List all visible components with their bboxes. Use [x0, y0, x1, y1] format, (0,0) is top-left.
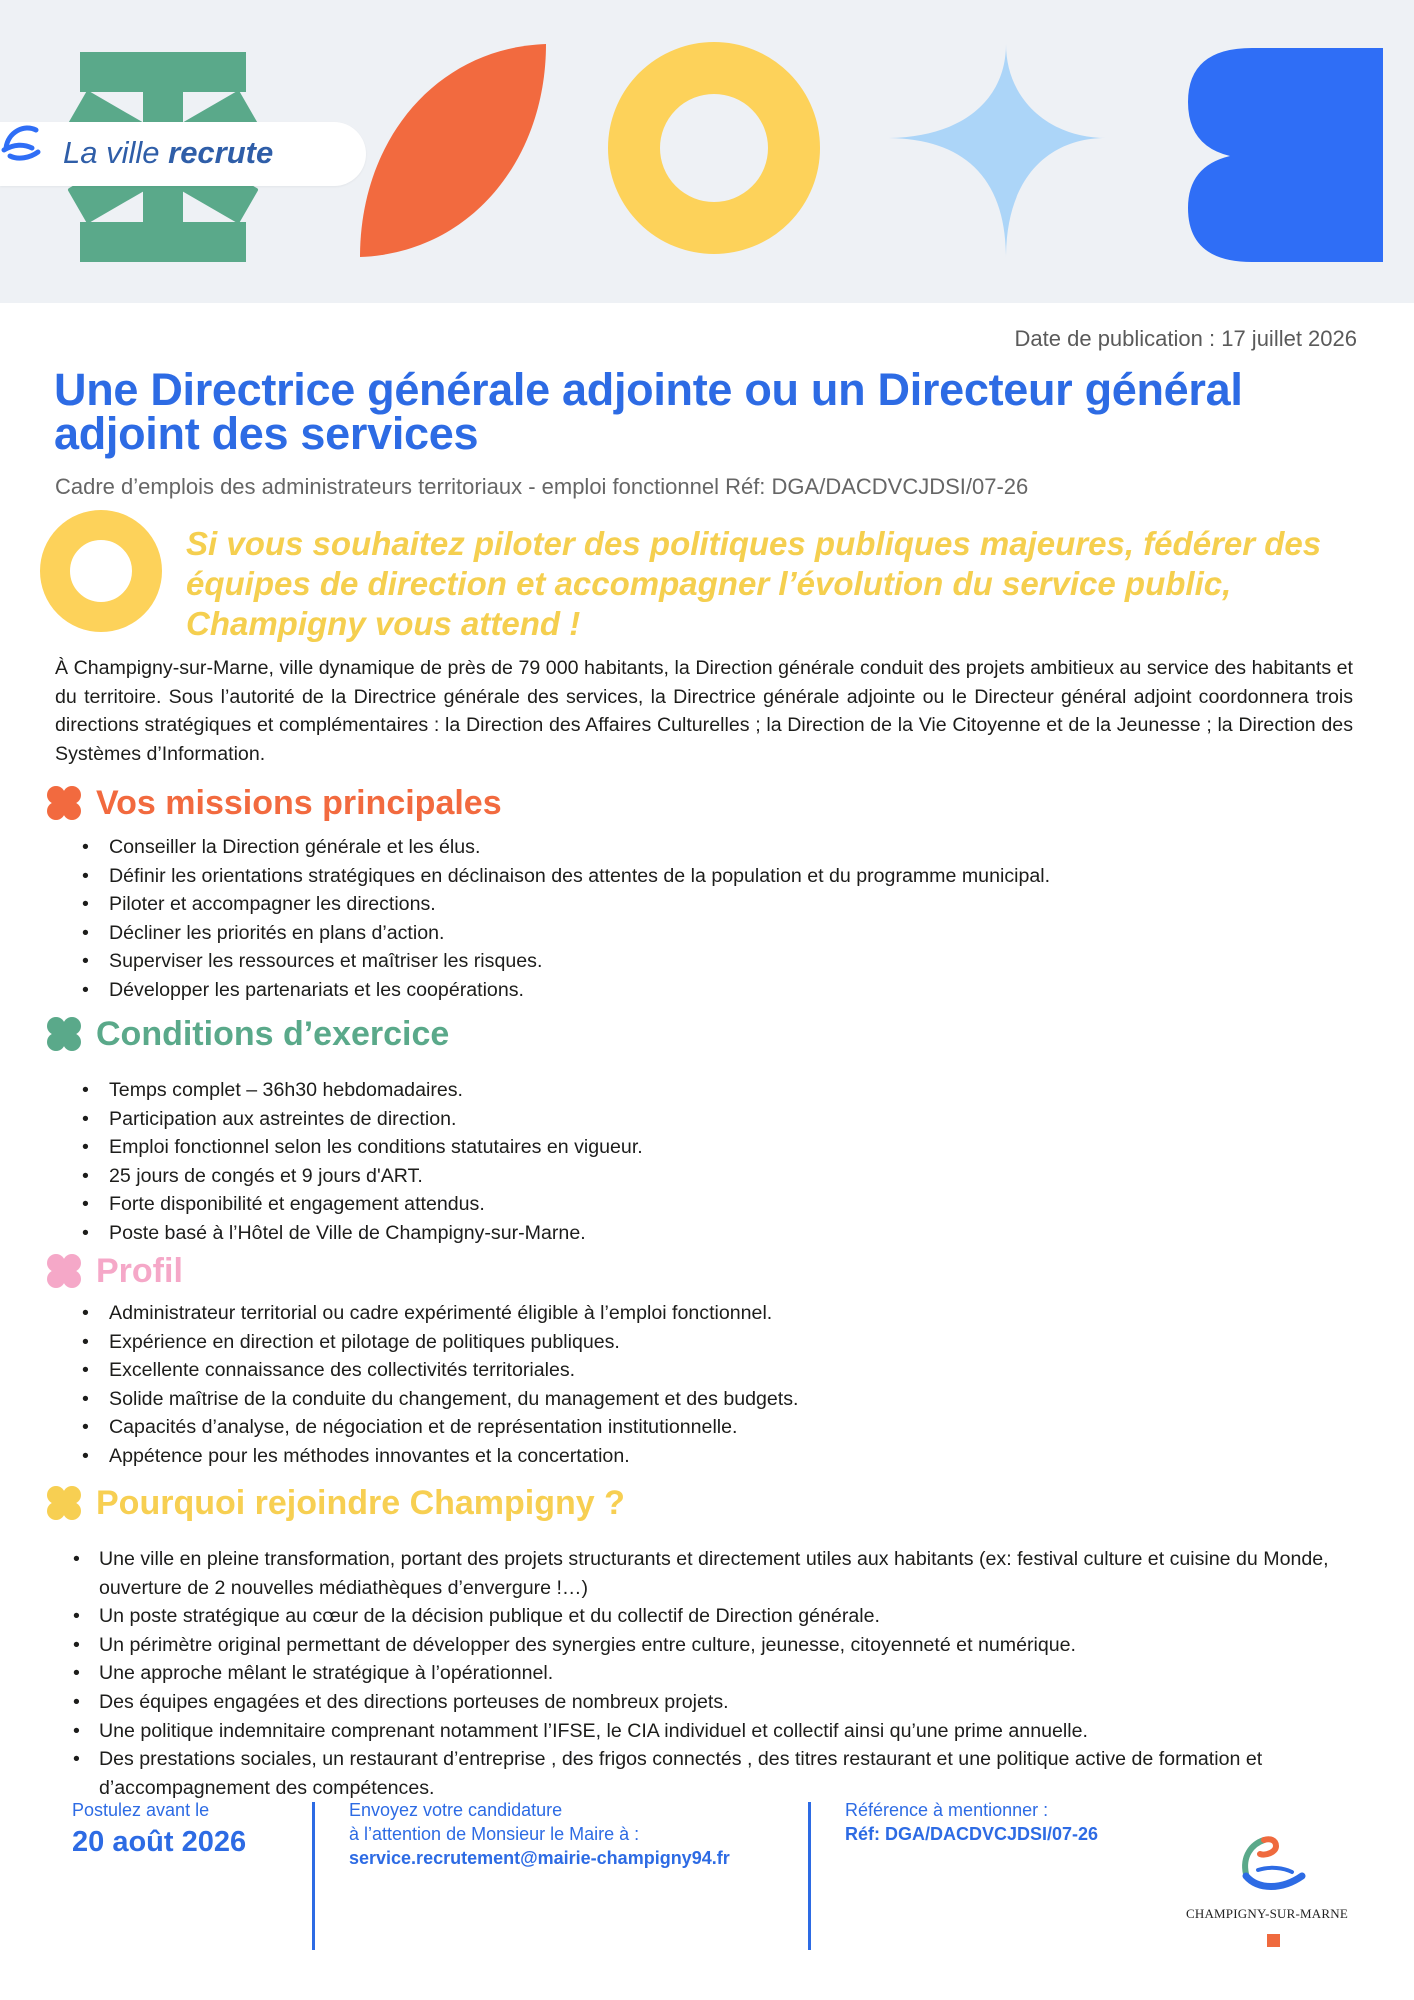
list-item: • 25 jours de congés et 9 jours d'ART. [46, 1162, 643, 1191]
orange-leaf-shape [360, 44, 546, 257]
send-line-1: Envoyez votre candidature [349, 1800, 563, 1820]
list-item: • Une ville en pleine transformation, portant des projets structurants et directement utiles aux habitants (ex: festival culture et cuisine du Monde, ouverture de 2 nouvelles médiathèques d’envergure !…) [46, 1545, 1361, 1602]
yellow-clover-icon [46, 1485, 82, 1521]
section-title: Profil [96, 1251, 183, 1290]
footer-divider [312, 1802, 315, 1950]
list-item: • Expérience en direction et pilotage de politiques publiques. [46, 1328, 799, 1357]
champigny-logo [1180, 1826, 1380, 1921]
tagline: Si vous souhaitez piloter des politiques publiques majeures, fédérer des équipes de direction et accompagner l’évolution du service public, Champigny vous attend ! [186, 525, 1322, 642]
list-item: • Administrateur territorial ou cadre expérimenté éligible à l’emploi fonctionnel. [46, 1299, 799, 1328]
section-title: Vos missions principales [96, 783, 502, 822]
section-heading [46, 1481, 1361, 1525]
send-line-2: à l’attention de Monsieur le Maire à : [349, 1824, 640, 1844]
section-profil [46, 1249, 799, 1471]
email-link[interactable]: service.recrutement@mairie-champigny94.fr [349, 1848, 730, 1868]
list-item: • Forte disponibilité et engagement attendus. [46, 1190, 643, 1219]
badge-text: La ville recrute [63, 135, 274, 170]
logo-text: CHAMPIGNY-SUR-MARNE [1186, 1906, 1348, 1921]
section-title: Conditions d’exercice [96, 1014, 450, 1053]
section-heading [46, 1249, 799, 1293]
list-item: • Poste basé à l’Hôtel de Ville de Champigny-sur-Marne. [46, 1219, 643, 1248]
publication-date: Date de publication : 17 juillet 2026 [1014, 326, 1357, 351]
list-item: • Développer les partenariats et les coopérations. [46, 976, 1050, 1005]
orange-clover-icon [46, 785, 82, 821]
blue-b-shape [1188, 48, 1383, 262]
yellow-ring-icon [38, 508, 164, 634]
section-heading [46, 781, 1050, 825]
list-item: • Excellente connaissance des collectivités territoriales. [46, 1356, 799, 1385]
list-item: • Piloter et accompagner les directions. [46, 890, 1050, 919]
deadline-block [72, 1798, 246, 1859]
missions-list [46, 833, 1050, 1005]
reference-block [845, 1798, 1098, 1846]
list-item: • Des prestations sociales, un restaurant d’entreprise , des frigos connectés , des titres restaurant et une politique active de formation et d’accompagnement des compétences. [46, 1745, 1361, 1802]
list-item: • Une approche mêlant le stratégique à l’opérationnel. [46, 1659, 1361, 1688]
champigny-e-icon [0, 122, 42, 162]
list-item: • Superviser les ressources et maîtriser les risques. [46, 947, 1050, 976]
list-item: • Un poste stratégique au cœur de la décision publique et du collectif de Direction générale. [46, 1602, 1361, 1631]
section-title: Pourquoi rejoindre Champigny ? [96, 1483, 625, 1522]
job-subtitle: Cadre d’emplois des administrateurs territoriaux - emploi fonctionnel Réf: DGA/DACDVCJDSI/07-26 [55, 474, 1029, 499]
pink-clover-icon [46, 1253, 82, 1289]
conditions-list [46, 1076, 643, 1248]
list-item: • Un périmètre original permettant de développer des synergies entre culture, jeunesse, citoyenneté et numérique. [46, 1631, 1361, 1660]
list-item: • Solide maîtrise de la conduite du changement, du management et des budgets. [46, 1385, 799, 1414]
section-heading [46, 1012, 643, 1056]
list-item: • Des équipes engagées et des directions porteuses de nombreux projets. [46, 1688, 1361, 1717]
logo-square [1267, 1934, 1280, 1947]
yellow-ring-shape [634, 68, 794, 228]
list-item: • Une politique indemnitaire comprenant notamment l’IFSE, le CIA individuel et collectif ainsi qu’une prime annuelle. [46, 1717, 1361, 1746]
la-ville-recrute-badge [0, 122, 366, 186]
application-block [349, 1798, 730, 1870]
job-title: Une Directrice générale adjointe ou un Directeur général adjoint des services [54, 364, 1243, 459]
section-missions [46, 781, 1050, 1005]
list-item: • Définir les orientations stratégiques en déclinaison des attentes de la population et du programme municipal. [46, 862, 1050, 891]
list-item: • Participation aux astreintes de direction. [46, 1105, 643, 1134]
profil-list [46, 1299, 799, 1471]
footer-divider [808, 1802, 811, 1950]
green-clover-icon [46, 1016, 82, 1052]
champigny-logo-icon [1180, 1826, 1380, 1906]
list-item: • Capacités d’analyse, de négociation et de représentation institutionnelle. [46, 1413, 799, 1442]
hero-banner [0, 0, 1414, 303]
list-item: • Emploi fonctionnel selon les conditions statutaires en vigueur. [46, 1133, 643, 1162]
section-why-champigny [46, 1481, 1361, 1802]
why-list [46, 1545, 1361, 1802]
reference-value: Réf: DGA/DACDVCJDSI/07-26 [845, 1824, 1099, 1844]
list-item: • Décliner les priorités en plans d’action. [46, 919, 1050, 948]
list-item: • Appétence pour les méthodes innovantes et la concertation. [46, 1442, 799, 1471]
intro-paragraph: À Champigny-sur-Marne, ville dynamique de près de 79 000 habitants, la Direction générale conduit des projets ambitieux au service des habitants et du territoire. Sous l’autorité de la Directrice générale des services, la Directrice générale adjointe ou le Directeur général adjoint coordonnera trois directions stratégiques et complémentaires : la Direction des Affaires Culturelles ; la Direction de la Vie Citoyenne et de la Jeunesse ; la Direction des Systèmes d’Information. [55, 657, 1353, 765]
deadline-date: 20 août 2026 [72, 1826, 247, 1858]
section-conditions [46, 1012, 643, 1248]
list-item: • Conseiller la Direction générale et les élus. [46, 833, 1050, 862]
list-item: • Temps complet – 36h30 hebdomadaires. [46, 1076, 643, 1105]
deadline-label: Postulez avant le [72, 1800, 210, 1820]
lightblue-star-shape [886, 44, 1106, 258]
reference-label: Référence à mentionner : [845, 1800, 1049, 1820]
